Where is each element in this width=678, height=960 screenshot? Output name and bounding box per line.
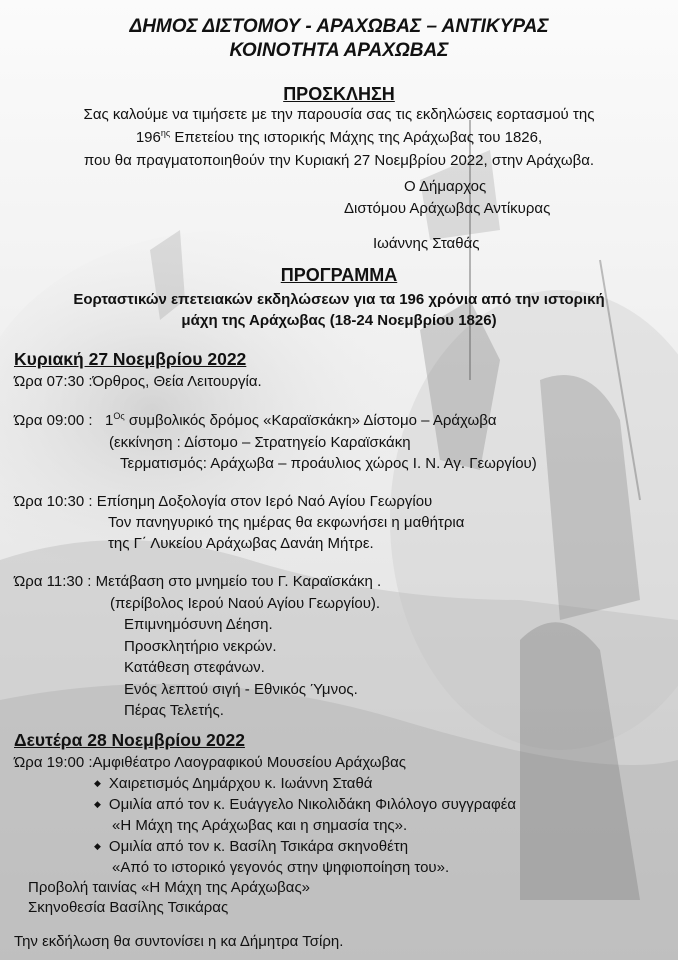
monday-speech-1-title: «Η Μάχη της Αράχωβας και η σημασία της». [112,817,408,834]
monday-speech-2-title: «Από το ιστορικό γεγονός στην ψηφιοποίηση του». [112,859,450,876]
program-subtitle-1: Εορταστικών επετειακών εκδηλώσεων για τα 196 χρόνια από την ιστορική [73,291,605,308]
sunday-event-1030-line-2: Τον πανηγυρικό της ημέρας θα εκφωνήσει η μαθήτρια [108,514,465,531]
sunday-event-1030-line-3: της Γ΄ Λυκείου Αράχωβας Δανάη Μήτρε. [108,535,374,552]
sunday-event-0900-start: (εκκίνηση : Δίστομο – Στρατηγείο Καραϊσκάκη [109,434,411,451]
sunday-event-1130-location: (περίβολος Ιερού Ναού Αγίου Γεωργίου). [110,595,381,612]
diamond-bullet-icon: ◆ [94,799,101,809]
ceremony-item: Επιμνημόσυνη Δέηση. [124,616,273,633]
ceremony-item: Πέρας Τελετής. [124,702,224,719]
municipality-title: ΔΗΜΟΣ ΔΙΣΤΟΜΟΥ - ΑΡΑΧΩΒΑΣ – ΑΝΤΙΚΥΡΑΣ [129,16,549,37]
event-coordinator: Την εκδήλωση θα συντονίσει η κα Δήμητρα Τσίρη. [14,933,344,950]
invitation-line-2: $196^{\eta\varsigma}$ Επετείου της ιστορικής Μάχης της Αράχωβας του 1826, [135,128,543,146]
film-screening: Προβολή ταινίας «Η Μάχη της Αράχωβας» [28,879,311,896]
diamond-bullet-icon: ◆ [94,778,101,788]
monday-event-1900: Ώρα 19:00 :Αμφιθέατρο Λαογραφικού Μουσείου Αράχωβας [14,754,407,771]
program-subtitle-2: μάχη της Αράχωβας (18-24 Νοεμβρίου 1826) [181,312,497,329]
monday-bullet-speech-1: ◆ Ομιλία από τον κ. Ευάγγελο Νικολιδάκη Φιλόλογο συγγραφέα [94,796,517,813]
community-title: ΚΟΙΝΟΤΗΤΑ ΑΡΑΧΩΒΑΣ [229,40,449,61]
sunday-event-0900-finish: Τερματισμός: Αράχωβα – προάυλιος χώρος Ι. Ν. Αγ. Γεωργίου) [120,455,537,472]
signer-organization: Διστόμου Αράχωβας Αντίκυρας [344,200,551,217]
monday-bullet-speech-2: ◆ Ομιλία από τον κ. Βασίλη Τσικάρα σκηνοθέτη [94,838,409,855]
sunday-event-1130: Ώρα 11:30 : Μετάβαση στο μνημείο του Γ. Καραϊσκάκη . [14,573,382,590]
signer-title: Ο Δήμαρχος [404,178,487,195]
sunday-event-1030: Ώρα 10:30 : Επίσημη Δοξολογία στον Ιερό Ναό Αγίου Γεωργίου [14,493,433,510]
ceremony-item: Κατάθεση στεφάνων. [124,659,265,676]
ceremony-item: Προσκλητήριο νεκρών. [124,638,277,655]
program-title: ΠΡΟΓΡΑΜΜΑ [280,265,398,285]
film-director: Σκηνοθεσία Βασίλης Τσικάρας [28,899,229,916]
sunday-event-0730: Ώρα 07:30 :Όρθρος, Θεία Λειτουργία. [14,373,262,390]
signer-name: Ιωάννης Σταθάς [373,235,480,252]
invitation-line-3: που θα πραγματοποιηθούν την Κυριακή 27 Νοεμβρίου 2022, στην Αράχωβα. [83,152,595,169]
sunday-heading: Κυριακή 27 Νοεμβρίου 2022 [14,349,247,369]
sunday-event-0900: Ώρα 09:00 : $1^{O\varsigma}$ συμβολικός δρόμος «Καραϊσκάκη» Δίστομο – Αράχωβα [14,411,497,429]
diamond-bullet-icon: ◆ [94,841,101,851]
invitation-title: ΠΡΟΣΚΛΗΣΗ [283,84,395,104]
monday-bullet-greeting: ◆ Χαιρετισμός Δημάρχου κ. Ιωάννη Σταθά [94,775,373,792]
invitation-line-1: Σας καλούμε να τιμήσετε με την παρουσία σας τις εκδηλώσεις εορτασμού της [83,106,595,123]
ceremony-item: Ενός λεπτού σιγή - Εθνικός Ύμνος. [124,681,358,698]
monday-heading: Δευτέρα 28 Νοεμβρίου 2022 [14,730,245,750]
